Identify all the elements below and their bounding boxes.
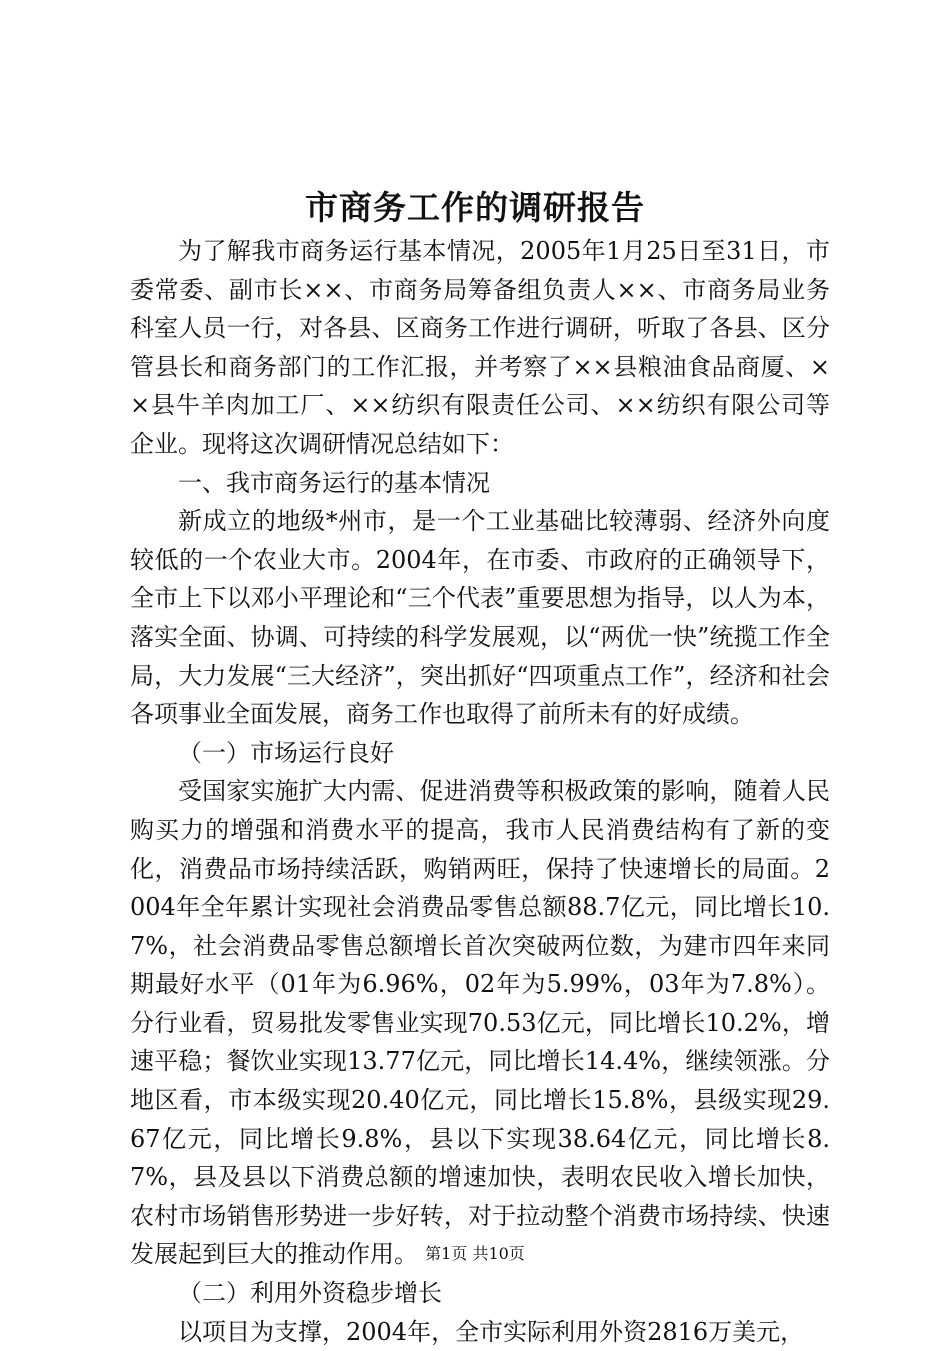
document-body [130,232,830,1351]
document-title: 市商务工作的调研报告 [305,188,645,227]
foreign-investment-paragraph: 以项目为支撑，2004年，全市实际利用外资2816万美元， [178,1317,805,1346]
page-footer: 第1页 共10页 [425,1244,525,1263]
intro-paragraph: 为了解我市商务运行基本情况，2005年1月25日至31日，市委常委、副市长××、市商务局筹备组负责人××、市商务局业务科室人员一行，对各县、区商务工作进行调研，听取了各县、区分管县长和商务部门的工作汇报，并考察了××县粮油食品商厦、××县牛羊肉加工厂、××纺织有限责任公司、××纺织有限公司等企业。现将这次调研情况总结如下： [130,237,830,458]
subsection-heading-market: （一）市场运行良好 [178,738,394,767]
subsection-heading-foreign-investment: （二）利用外资稳步增长 [178,1279,442,1308]
market-paragraph: 受国家实施扩大内需、促进消费等积极政策的影响，随着人民购买力的增强和消费水平的提高，我市人民消费结构有了新的变化，消费品市场持续活跃，购销两旺，保持了快速增长的局面。2004年全年累计实现社会消费品零售总额88.7亿元，同比增长10.7%，社会消费品零售总额增长首次突破两位数，为建市四年来同期最好水平（01年为6.96%，02年为5.99%，03年为7.8%）。分行业看，贸易批发零售业实现70.53亿元，同比增长10.2%，增速平稳；餐饮业实现13.77亿元，同比增长14.4%，继续领涨。分地区看，市本级实现20.40亿元，同比增长15.8%，县级实现29.67亿元，同比增长9.8%，县以下实现38.64亿元，同比增长8.7%，县及县以下消费总额的增速加快，表明农民收入增长加快，农村市场销售形势进一步好转，对于拉动整个消费市场持续、快速发展起到巨大的推动作用。 [130,777,830,1269]
overview-paragraph: 新成立的地级*州市，是一个工业基础比较薄弱、经济外向度较低的一个农业大市。2004年，在市委、市政府的正确领导下，全市上下以邓小平理论和“三个代表”重要思想为指导，以人为本，落实全面、协调、可持续的科学发展观，以“两优一快”统揽工作全局，大力发展“三大经济”，突出抓好“四项重点工作”，经济和社会各项事业全面发展，商务工作也取得了前所未有的好成绩。 [130,507,830,729]
section-heading-basic-situation: 一、我市商务运行的基本情况 [178,468,490,497]
